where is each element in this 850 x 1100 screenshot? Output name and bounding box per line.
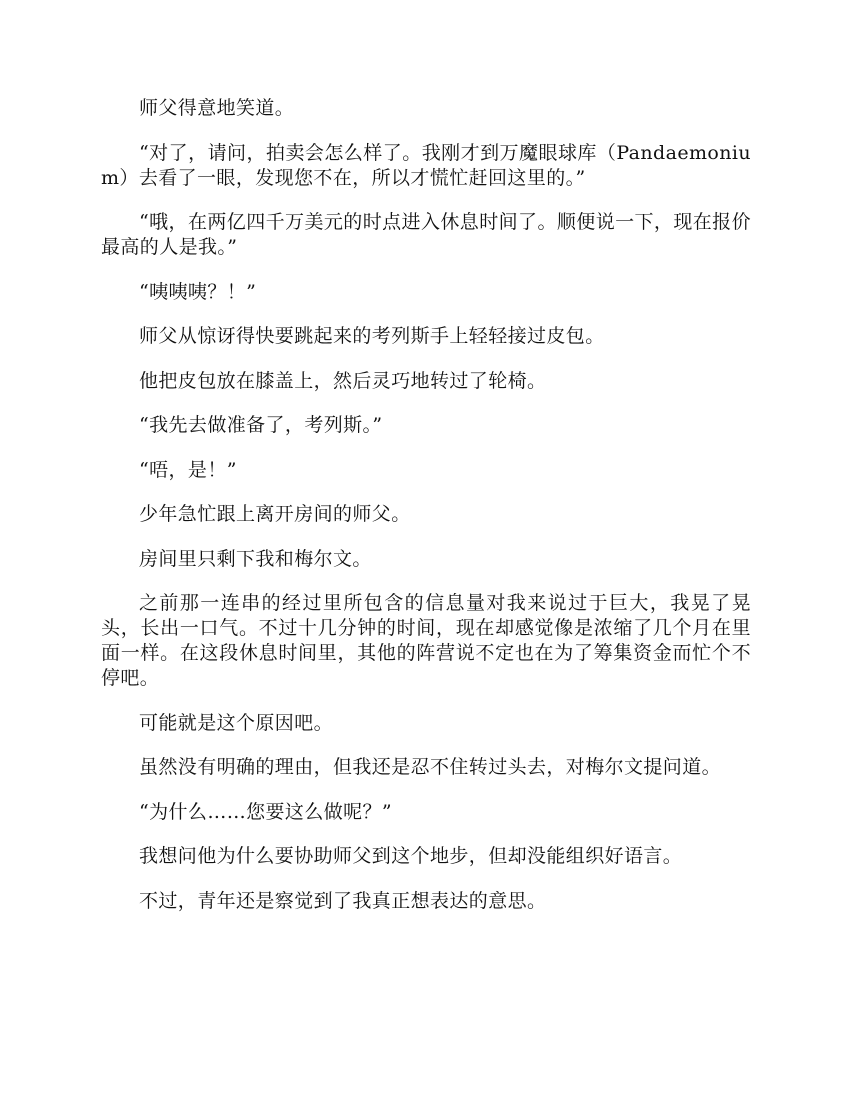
paragraph: 不过，青年还是察觉到了我真正想表达的意思。 xyxy=(139,889,547,912)
paragraph: 可能就是这个原因吧。 xyxy=(139,711,334,734)
paragraph: 师父从惊讶得快要跳起来的考列斯手上轻轻接过皮包。 xyxy=(139,325,605,347)
paragraph: “哦，在两亿四千万美元的时点进入休息时间了。顺便说一下，现在报价最高的人是我。” xyxy=(101,211,751,258)
body-text xyxy=(101,96,751,914)
paragraph: 他把皮包放在膝盖上，然后灵巧地转过了轮椅。 xyxy=(139,369,547,392)
paragraph: 之前那一连串的经过里所包含的信息量对我来说过于巨大，我晃了晃头，长出一口气。不过十几分钟的时间，现在却感觉像是浓缩了几个月在里面一样。在这段休息时间里，其他的阵营说不定也在为了筹集资金而忙个不停吧。 xyxy=(101,592,751,689)
paragraph: “我先去做准备了，考列斯。” xyxy=(139,414,383,436)
paragraph: 师父得意地笑道。 xyxy=(139,97,295,119)
paragraph: “咦咦咦？！” xyxy=(139,280,257,303)
paragraph: “唔，是！” xyxy=(139,458,237,481)
paragraph: 房间里只剩下我和梅尔文。 xyxy=(139,547,372,570)
paragraph: “为什么……您要这么做呢？” xyxy=(139,800,393,823)
paragraph: 虽然没有明确的理由，但我还是忍不住转过头去，对梅尔文提问道。 xyxy=(139,756,722,778)
paragraph: 少年急忙跟上离开房间的师父。 xyxy=(139,503,411,525)
paragraph: 我想问他为什么要协助师父到这个地步，但却没能组织好语言。 xyxy=(139,845,683,867)
paragraph: “对了，请问，拍卖会怎么样了。我刚才到万魔眼球库（Pandaemonium）去看了一眼，发现您不在，所以才慌忙赶回这里的。” xyxy=(101,141,751,189)
